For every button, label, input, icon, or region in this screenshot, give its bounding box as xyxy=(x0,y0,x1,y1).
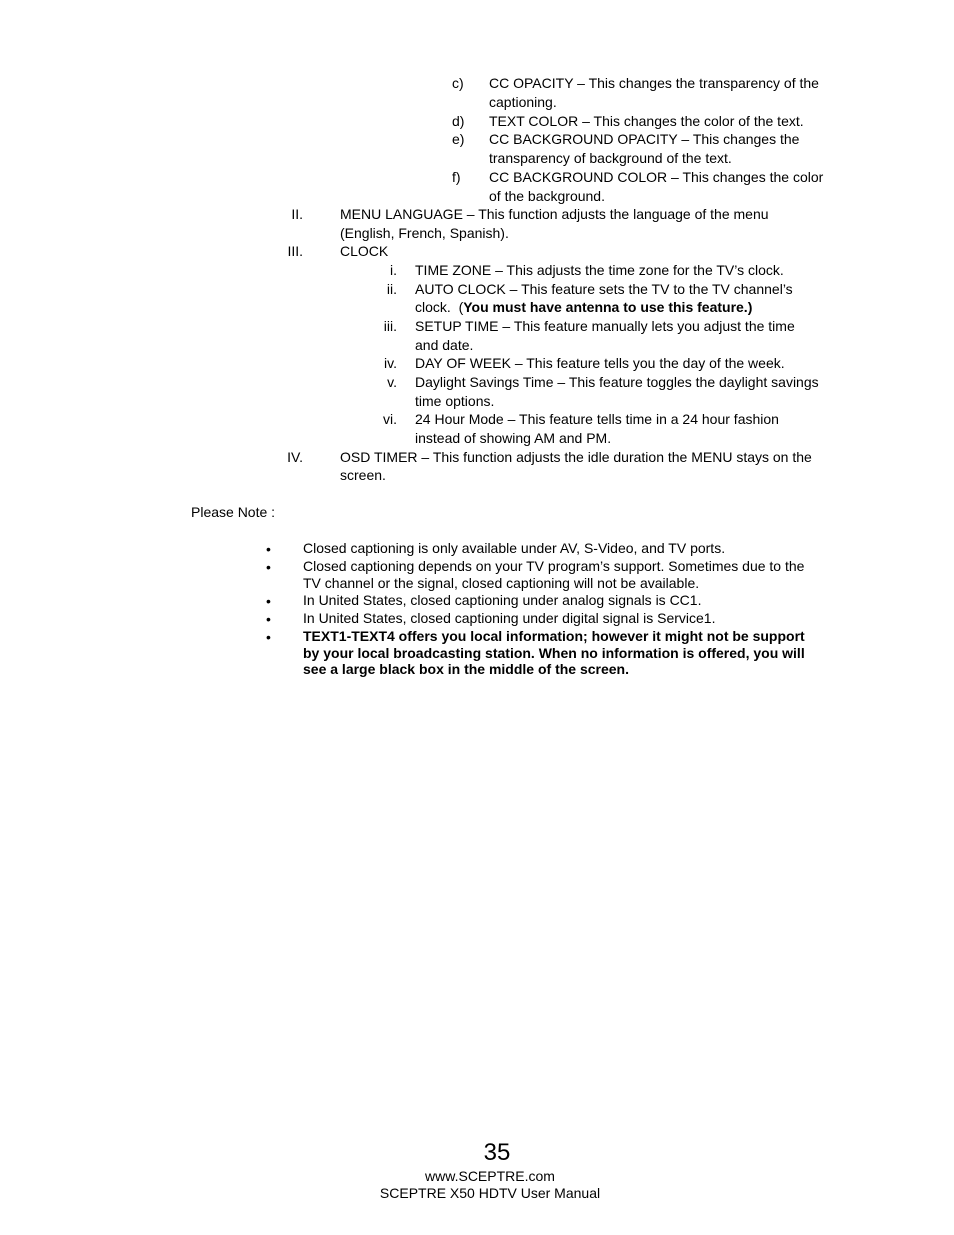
clock-item-v-text-2: time options. xyxy=(415,393,495,409)
bullet-marker-3: • xyxy=(266,593,271,609)
note-bullet-3: In United States, closed captioning under analog signals is CC1. xyxy=(303,592,702,608)
item-text-d-1: TEXT COLOR – This changes the color of the text. xyxy=(489,113,804,129)
roman-label-ii: II. xyxy=(291,206,303,222)
clock-label-iv: iv. xyxy=(384,355,397,371)
bullet-marker-5: • xyxy=(266,629,271,645)
bullet-marker-2: • xyxy=(266,559,271,575)
note-bullet-2-line-1: Closed captioning depends on your TV program’s support. Sometimes due to the xyxy=(303,558,805,574)
item-text-e-2: transparency of background of the text. xyxy=(489,150,732,166)
clock-label-v: v. xyxy=(387,374,397,390)
osd-timer-text-2: screen. xyxy=(340,467,386,483)
item-text-f-1: CC BACKGROUND COLOR – This changes the color xyxy=(489,169,824,185)
clock-label-ii: ii. xyxy=(386,281,397,297)
clock-item-i-text: TIME ZONE – This adjusts the time zone for the TV’s clock. xyxy=(415,262,784,278)
text-info-warning-line-2: by your local broadcasting station. When no information is offered, you will xyxy=(303,645,805,661)
clock-item-ii-prefix: clock. ( xyxy=(415,299,464,315)
clock-item-ii-text-1: AUTO CLOCK – This feature sets the TV to the TV channel’s xyxy=(415,281,793,297)
bullet-marker-1: • xyxy=(266,541,271,557)
menu-language-text-2: (English, French, Spanish). xyxy=(340,225,509,241)
clock-item-iv-text: DAY OF WEEK – This feature tells you the day of the week. xyxy=(415,355,785,371)
item-text-c-1: CC OPACITY – This changes the transparency of the xyxy=(489,75,819,91)
text-info-warning-line-3: see a large black box in the middle of the screen. xyxy=(303,661,629,677)
clock-item-vi-text-1: 24 Hour Mode – This feature tells time in a 24 hour fashion xyxy=(415,411,779,427)
clock-label-iii: iii. xyxy=(383,318,397,334)
footer-website: www.SCEPTRE.com xyxy=(425,1168,555,1184)
item-text-f-2: of the background. xyxy=(489,188,605,204)
clock-label-vi: vi. xyxy=(383,411,397,427)
footer-manual-title: SCEPTRE X50 HDTV User Manual xyxy=(379,1185,601,1201)
bullet-marker-4: • xyxy=(266,611,271,627)
clock-item-ii-text-2 xyxy=(415,298,752,317)
clock-heading: CLOCK xyxy=(340,243,389,259)
note-bullet-2-line-2: TV channel or the signal, closed captioning will not be available. xyxy=(303,575,700,591)
clock-item-v-text-1: Daylight Savings Time – This feature toggles the daylight savings xyxy=(415,374,819,390)
item-label-c: c) xyxy=(452,75,464,91)
roman-label-iv: IV. xyxy=(287,449,303,465)
menu-language-text-1: MENU LANGUAGE – This function adjusts the language of the menu xyxy=(340,206,769,222)
item-label-f: f) xyxy=(452,169,461,185)
note-heading: Please Note : xyxy=(191,504,276,520)
page-number: 35 xyxy=(483,1139,511,1166)
clock-item-iii-text-2: and date. xyxy=(415,337,474,353)
item-label-d: d) xyxy=(452,113,465,129)
osd-timer-text-1: OSD TIMER – This function adjusts the idle duration the MENU stays on the xyxy=(340,449,812,465)
item-label-e: e) xyxy=(452,131,465,147)
clock-item-iii-text-1: SETUP TIME – This feature manually lets you adjust the time xyxy=(415,318,795,334)
item-text-e-1: CC BACKGROUND OPACITY – This changes the xyxy=(489,131,800,147)
clock-label-i: i. xyxy=(390,262,397,278)
item-text-c-2: captioning. xyxy=(489,94,557,110)
text-info-warning-line-1: TEXT1-TEXT4 offers you local information; however it might not be support xyxy=(303,628,805,644)
antenna-warning: You must have antenna to use this feature.) xyxy=(463,299,753,315)
roman-label-iii: III. xyxy=(287,243,303,259)
note-bullet-4: In United States, closed captioning under digital signal is Service1. xyxy=(303,610,716,626)
note-bullet-1: Closed captioning is only available under AV, S-Video, and TV ports. xyxy=(303,540,726,556)
clock-item-vi-text-2: instead of showing AM and PM. xyxy=(415,430,612,446)
